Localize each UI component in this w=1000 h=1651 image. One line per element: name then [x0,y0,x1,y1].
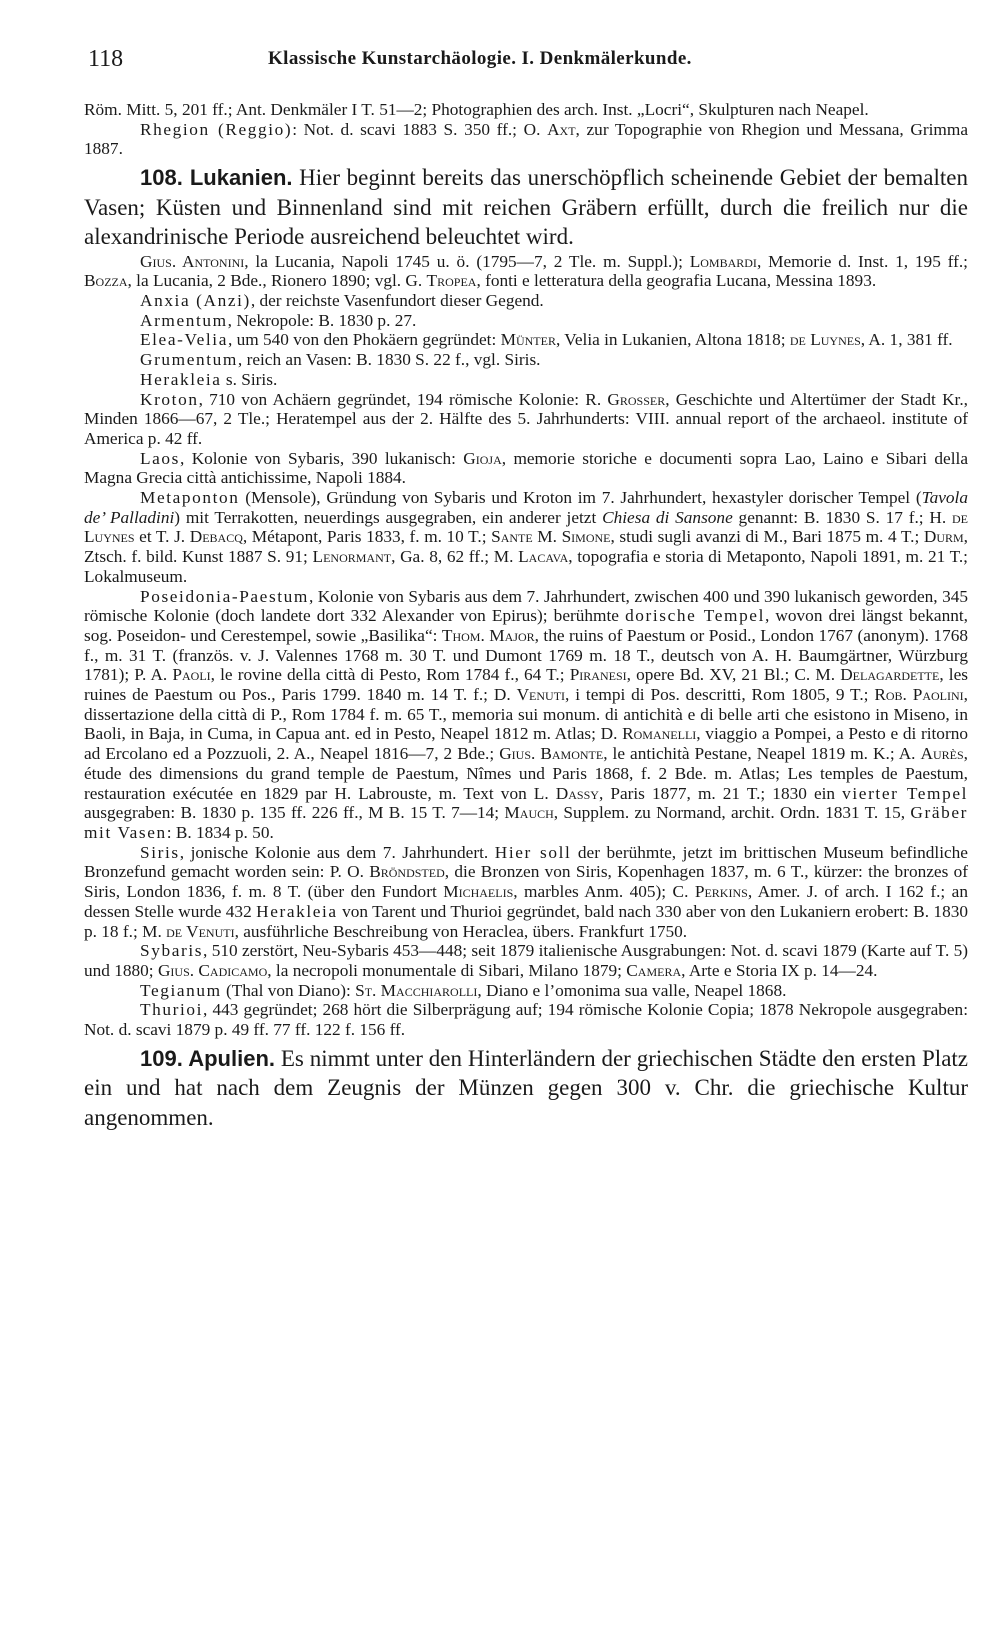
author-name: Delagardette [840,665,940,685]
text-run: ausgegraben: B. 1830 p. 135 ff. 226 ff., M B. 15 T. 7—14; [84,803,505,823]
place-name: Herakleia [256,901,338,921]
text-run: , Kolonie von Sybaris, 390 lukanisch: [180,448,464,468]
section-heading: 108. Lukanien. [140,165,293,191]
text-run: , Memorie d. Inst. 1, 195 ff.; [756,251,968,271]
author-name: Bröndsted [369,862,445,882]
place-name: dorische Tempel [625,606,765,626]
author-name: Gius. Antonini [140,251,245,271]
page-body [84,100,968,1132]
place-name: Sybaris [140,941,204,961]
author-name: Gius. Bamonte [499,744,604,764]
place-name: Poseidonia-Paestum [140,586,309,606]
italic-title: Tavola de’ Palladini [84,488,968,527]
reference-paragraph [84,330,968,350]
text-run: Es nimmt unter den Hinterländern der griechischen Städte den ersten Platz ein und hat nach dem Zeugnis der Münzen gegen 300 v. Chr. die griechische Kultur angenommen. [84,1045,969,1130]
text-run: (Mensole), Gründung von Sybaris und Kroton im 7. Jahrhundert, hexastyler dorischer Tempel ( [239,488,922,508]
text-run: , wovon drei längst bekannt, sog. Poseidon- und Cerestempel, sowie „Basilika“: [84,606,968,645]
reference-paragraph [84,587,968,843]
author-name: Michaelis [443,882,514,902]
author-name: St. Macchiarolli [355,980,478,1000]
text-run: , 710 von Achäern gegründet, 194 römische Kolonie: R. [198,389,608,409]
text-run: , zur Topographie von Rhegion und Messana, Grimma 1887. [84,119,968,159]
text-run: , Amer. J. of arch. I 162 f.; an dessen Stelle wurde 432 [84,882,968,921]
text-run: , le antichità Pestane, Neapel 1819 m. K.; A. [603,744,921,764]
place-name: Thurioi [140,1000,204,1020]
text-run: , Diano e l’omonima sua valle, Neapel 1868. [477,980,787,1000]
text-run: , marbles Anm. 405); C. [513,882,695,902]
reference-paragraph [84,350,968,370]
place-name: Tegianum [140,980,222,1000]
reference-paragraph [84,488,968,587]
page-header [88,40,940,80]
text-run: , jonische Kolonie aus dem 7. Jahrhundert. [179,842,495,862]
author-name: Camera [626,960,682,980]
author-name: de Luynes [789,330,861,350]
section-heading: 109. Apulien. [140,1045,276,1071]
text-run: , Arte e Storia IX p. 14—24. [681,960,878,980]
place-name: Armentum [140,310,228,330]
author-name: Piranesi [569,665,627,685]
author-name: Axt [547,119,576,139]
reference-paragraph [84,390,968,449]
text-run: , Nekropole: B. 1830 p. 27. [227,310,417,330]
author-name: Thom. Major [441,625,535,645]
text-run: , fonti e letteratura della geografia Lucana, Messina 1893. [476,271,877,291]
place-name: Gräber mit Vasen [84,803,968,842]
place-name: Elea-Velia [140,330,228,350]
place-name: Grumentum [140,350,238,370]
text-run: , Supplem. zu Normand, archit. Ordn. 1831 T. 15, [553,803,911,823]
place-name: Siris [140,842,180,862]
text-run: , Ztsch. f. bild. Kunst 1887 S. 91; [84,527,968,567]
text-run: M. [532,527,562,547]
page-number: 118 [88,46,124,72]
reference-paragraph [84,941,968,980]
text-run: , la necropoli monumentale di Sibari, Milano 1879; [267,960,627,980]
text-run: genannt: B. 1830 S. 17 f.; H. [732,507,952,527]
author-name: Münter [500,330,556,350]
text-run: , i tempi di Pos. descritti, Rom 1805, 9 T.; [565,685,875,705]
text-run: , Kolonie von Sybaris aus dem 7. Jahrhundert, zwischen 400 und 390 lukanisch geworden, 345 römische Kolonie (doch landete dort 332 Alexander von Epirus); berühmte [84,586,968,626]
reference-paragraph [84,120,968,159]
author-name: Gioja [463,448,502,468]
text-run: , 443 gegründet; 268 hört die Silberprägung auf; 194 römische Kolonie Copia; 1878 Nekropole ausgegraben: Not. d. scavi 1879 p. 49 ff. 77 ff. 122 f. 156 ff. [84,1000,968,1040]
text-run: , 510 zerstört, Neu-Sybaris 453—448; seit 1879 italienische Ausgrabungen: Not. d. scavi 1879 (Karte auf T. 5) und 1880; [84,941,968,980]
author-name: Rob. Paolini [874,685,964,705]
author-name: Perkins [694,882,748,902]
reference-paragraph [84,981,968,1001]
author-name: de Luynes [84,507,968,547]
text-run: , die Bronzen von Siris, Kopenhagen 1837, m. 6 T., kürzer: the bronzes of Siris, London 1836, f. m. 8 T. (über den Fundort [84,862,968,902]
text-run: , the ruins of Paestum or Posid., London 1767 (anonym). 1768 f., m. 31 T. (französ. v. J. Valennes 1768 m. 30 T. und Dumont 1769 m. 18 T., deutsch von A. H. Baumgärtner, Würzburg 1781); P. A. [84,625,968,685]
author-name: Gius. Cadicamo [157,960,268,980]
author-name: Grosser [607,389,666,409]
place-name: Herakleia [140,369,222,389]
author-name: Bozza [84,271,128,291]
text-run: Hier beginnt bereits das unerschöpflich scheinende Gebiet der bemalten Vasen; Küsten und Binnenland sind mit reichen Gräbern erfüllt, durch die freilich nur die alexandrinische Periode ausreichend beleuchtet wird. [84,165,968,250]
text-run: , der reichste Vasenfundort dieser Gegend. [250,291,544,311]
text-run: , viaggio a Pompei, a Pesto e di ritorno ad Ercolano ed a Pozzuoli, 2. A., Neapel 1816—7, 2 Bde.; [84,724,968,764]
text-run: , A. 1, 381 ff. [860,330,953,350]
author-name: Aurès [920,744,964,764]
running-title: Klassische Kunstarchäologie. I. Denkmälerkunde. [268,48,692,69]
text-run: et T. J. [134,527,190,547]
text-run: , reich an Vasen: B. 1830 S. 22 f., vgl. Siris. [237,350,541,370]
author-name: Romanelli [622,724,697,744]
reference-paragraph [84,1000,968,1039]
reference-paragraph [84,252,968,291]
reference-paragraph [84,449,968,488]
text-run: der berühmte, jetzt im brittischen Museum befindliche Bronzefund gemacht worden sein: P. O. [84,842,968,882]
text-run: , opere Bd. XV, 21 Bl.; C. M. [626,665,841,685]
italic-title: Chiesa di Sansone [602,507,733,527]
section-paragraph [84,1044,968,1133]
author-name: Lombardi [689,251,757,271]
text-run: , Paris 1877, m. 21 T.; 1830 ein [598,783,843,803]
reference-paragraph [84,291,968,311]
place-name: Metaponton [140,488,240,508]
text-run: (Thal von Diano): [221,980,356,1000]
place-name: Anxia (Anzi) [140,291,251,311]
text-run: , Geschichte und Altertümer der Stadt Kr., Minden 1866—67, 2 Tle.; Heratempel aus der 2. Hälfte des 5. Jahrhunderts: VIII. annual report of the archaeol. institute of America p. 42 ff. [84,389,968,448]
place-name: Rhegion (Reggio) [140,119,293,139]
author-name: Durm [923,527,964,547]
author-name: Dassy [555,783,599,803]
text-run: , memorie storiche e documenti sopra Lao, Laino e Sibari della Magna Grecia città antichissime, Napoli 1884. [84,448,968,488]
author-name: Simone [561,527,611,547]
text-run: , ausführliche Beschreibung von Heraclea, übers. Frankfurt 1750. [234,921,688,941]
text-run: Röm. Mitt. 5, 201 ff.; Ant. Denkmäler I T. 51—2; Photographien des arch. Inst. „Locri“, Skulpturen nach Neapel. [84,100,869,119]
place-name: Laos [140,448,180,468]
text-run: , Métapont, Paris 1833, f. m. 10 T.; [242,527,492,547]
text-run: , topografia e storia di Metaponto, Napoli 1891, m. 21 T.; Lokalmuseum. [84,547,968,586]
reference-paragraph [84,843,968,942]
author-name: Debacq [189,527,243,547]
text-run: : B. 1834 p. 50. [166,823,274,842]
author-name: de Venuti [166,921,235,941]
author-name: Sante [491,527,533,547]
text-run: , le rovine della città di Pesto, Rom 1784 f., 64 T.; [210,665,570,685]
author-name: Lacava [518,547,569,567]
author-name: Tropea [426,271,477,291]
text-run: : Not. d. scavi 1883 S. 350 ff.; O. [292,119,548,139]
text-run: , Ga. 8, 62 ff.; M. [391,547,519,567]
reference-paragraph [84,370,968,390]
author-name: Mauch [504,803,554,823]
section-paragraph [84,163,968,252]
author-name: Lenormant [312,547,392,567]
text-run: , étude des dimensions du grand temple de Paestum, Nîmes und Paris 1868, f. 2 Bde. m. Atlas; Les temples de Paestum, restauration exécutée en 1829 par H. Labrouste, m. Text von L. [84,744,968,803]
reference-paragraph [84,100,968,120]
text-run: ) mit Terrakotten, neuerdings ausgegraben, ein anderer jetzt [174,507,603,527]
reference-paragraph [84,311,968,331]
text-run: , dissertazione della città di P., Rom 1784 f. m. 65 T., memoria sui monum. di antichità e di belle arti che esistono in Miseno, in Baoli, in Baja, in Cuma, in Capua ant. ed in Pesto, Neapel 1812 m. Atlas; D. [84,685,968,744]
text-run: , Velia in Lukanien, Altona 1818; [555,330,790,350]
text-run: , la Lucania, Napoli 1745 u. ö. (1795—7, 2 Tle. m. Suppl.); [244,251,690,271]
author-name: Paoli [172,665,211,685]
place-name: Hier soll [494,842,572,862]
text-run: von Tarent und Thurioi gegründet, bald nach 330 aber von den Lukaniern erobert: B. 1830 p. 18 f.; M. [84,901,968,941]
text-run: , um 540 von den Phokäern gegründet: [227,330,501,350]
text-run: , la Lucania, 2 Bde., Rionero 1890; vgl. G. [127,271,427,291]
text-run: , studi sugli avanzi di M., Bari 1875 m. 4 T.; [610,527,924,547]
author-name: Venuti [516,685,566,705]
text-run: s. Siris. [221,369,278,389]
place-name: vierter Tempel [842,783,968,803]
place-name: Kroton [140,389,199,409]
text-run: , les ruines de Paestum ou Pos., Paris 1799. 1840 m. 14 T. f.; D. [84,665,968,705]
